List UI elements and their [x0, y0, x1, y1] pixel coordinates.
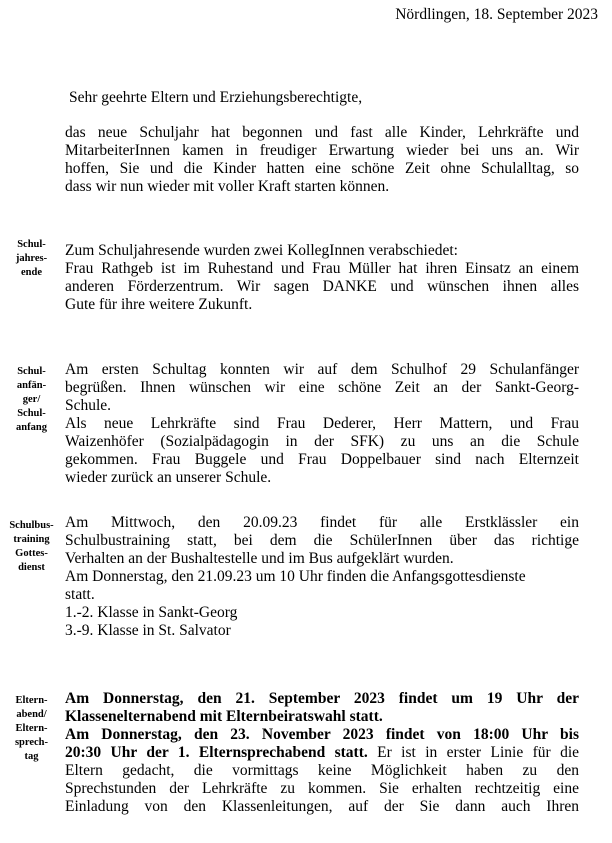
margin-label-schulanfang: Schul- anfän- ger/ Schul- anfang: [16, 366, 47, 433]
paragraph-line: Schulbustraining statt, bei dem die SchülerInnen über das richtige: [65, 532, 579, 549]
elternabend-paragraph: [65, 690, 579, 816]
paragraph-line: Einladung von den Klassenleitungen, auf der Sie dann auch Ihren: [65, 798, 579, 815]
margin-label-schulbustraining: Schulbus- training Gottes- dienst: [9, 520, 54, 573]
intro-paragraph: [65, 124, 579, 196]
paragraph-line: Am Mittwoch, den 20.09.23 findet für alle Erstklässler ein: [65, 514, 579, 531]
paragraph-line: Frau Rathgeb ist im Ruhestand und Frau Müller hat ihren Einsatz an einem: [65, 260, 579, 277]
paragraph-line: Am ersten Schultag konnten wir auf dem Schulhof 29 Schulanfänger: [65, 361, 579, 378]
intro-line: das neue Schuljahr hat begonnen und fast alle Kinder, Lehrkräfte und: [65, 124, 579, 141]
paragraph-line-bold: Klassenelternabend mit Elternbeiratswahl statt.: [65, 708, 383, 725]
salutation: Sehr geehrte Eltern und Erziehungsberechtigte,: [69, 89, 363, 106]
paragraph-line: Verhalten an der Bushaltestelle und im Bus aufgeklärt wurden.: [65, 550, 454, 567]
paragraph-line: Waizenhöfer (Sozialpädagogin in der SFK) zu uns an die Schule: [65, 433, 579, 450]
paragraph-line-bold: Am Donnerstag, den 21. September 2023 findet um 19 Uhr der: [65, 690, 579, 707]
paragraph-line: wieder zurück an unserer Schule.: [65, 469, 272, 486]
paragraph-line: 3.-9. Klasse in St. Salvator: [65, 622, 231, 639]
paragraph-line: Schule.: [65, 397, 112, 414]
schuljahresende-paragraph: [65, 242, 579, 314]
paragraph-line: Zum Schuljahresende wurden zwei KollegInnen verabschiedet:: [65, 242, 458, 259]
paragraph-line-mixed: [65, 744, 579, 762]
paragraph-line: anderen Förderzentrum. Wir sagen DANKE und wünschen ihnen alles: [65, 278, 579, 295]
paragraph-line: Am Donnerstag, den 21.09.23 um 10 Uhr finden die Anfangsgottesdienste: [65, 568, 526, 585]
sprechabend-text: Er ist in erster Linie für die: [367, 744, 580, 761]
margin-label-schuljahresende: Schul- jahres- ende: [15, 239, 48, 278]
paragraph-line: statt.: [65, 586, 95, 603]
paragraph-line: Sprechstunden der Lehrkräfte zu kommen. Sie erhalten rechtzeitig eine: [65, 780, 579, 797]
schulanfang-paragraph: [65, 361, 579, 487]
paragraph-line: gekommen. Frau Buggele und Frau Doppelbauer sind nach Elternzeit: [65, 451, 579, 468]
paragraph-line: begrüßen. Ihnen wünschen wir eine schöne Zeit an der Sankt-Georg-: [65, 379, 579, 396]
paragraph-line: Gute für ihre weitere Zukunft.: [65, 296, 253, 313]
schulbustraining-paragraph: [65, 514, 579, 640]
margin-label-elternabend: Eltern- abend/ Eltern- sprech- tag: [14, 695, 49, 762]
date-line: Nördlingen, 18. September 2023: [395, 6, 598, 23]
sprechabend-time-bold: 20:30 Uhr der 1. Elternsprechabend statt.: [65, 744, 368, 761]
intro-line: hoffen, Sie und die Kinder hatten eine schöne Zeit ohne Schulalltag, so: [65, 160, 579, 177]
intro-line: dass wir nun wieder mit voller Kraft starten können.: [65, 178, 390, 195]
paragraph-line: 1.-2. Klasse in Sankt-Georg: [65, 604, 238, 621]
paragraph-line: Als neue Lehrkräfte sind Frau Dederer, Herr Mattern, und Frau: [65, 415, 579, 432]
intro-line: MitarbeiterInnen kamen in freudiger Erwartung wieder bei uns an. Wir: [65, 142, 579, 159]
paragraph-line: Eltern gedacht, die vormittags keine Möglichkeit haben zu den: [65, 762, 579, 779]
paragraph-line-bold: Am Donnerstag, den 23. November 2023 findet von 18:00 Uhr bis: [65, 726, 579, 743]
